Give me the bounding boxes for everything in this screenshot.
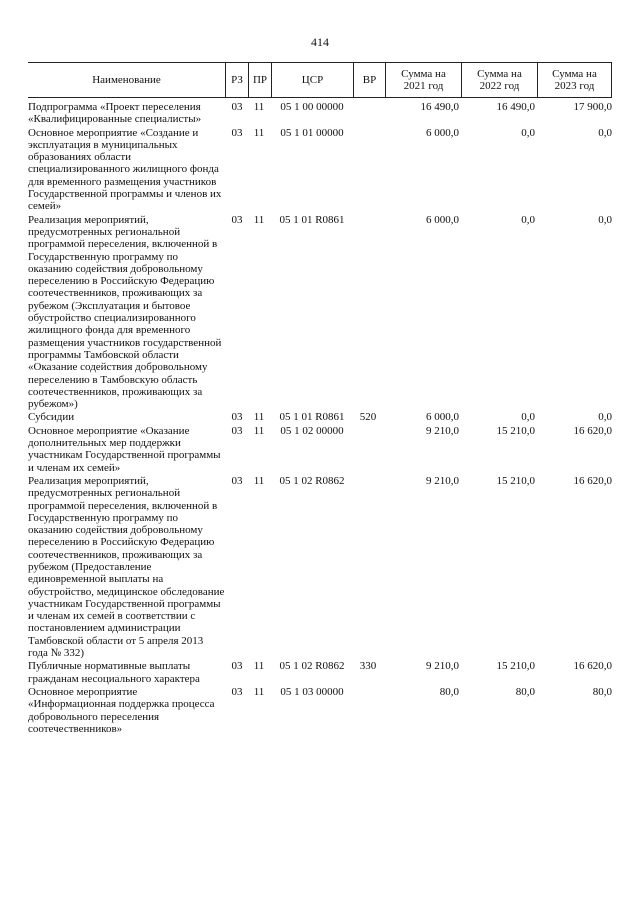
row-sum-2022: 0,0	[521, 411, 535, 424]
row-sum-2021: 9 210,0	[426, 424, 459, 437]
row-sum-2022: 0,0	[521, 126, 535, 139]
row-rz: 03	[231, 424, 243, 437]
table-row	[28, 410, 640, 423]
row-sum-2021: 6 000,0	[426, 411, 459, 424]
row-name: Основное мероприятие «Информационная поддержка процесса добровольного переселения соотечественников»	[28, 685, 215, 735]
table-header	[28, 62, 612, 98]
row-pr: 11	[253, 411, 265, 424]
table-row	[28, 213, 640, 411]
row-vr: 520	[359, 411, 377, 424]
row-sum-2023: 16 620,0	[573, 660, 612, 673]
table-row	[28, 474, 640, 659]
row-csr: 05 1 02 00000	[280, 424, 344, 437]
row-pr: 11	[253, 126, 265, 139]
row-rz: 03	[231, 213, 243, 226]
row-vr: 330	[359, 660, 377, 673]
row-name: Реализация мероприятий, предусмотренных региональной программой переселения, включенной в Государственную программу по оказанию содействия добровольному переселению в Российскую Федерацию соотечественников, проживающих за рубежом (Предоставление единовременной выплаты на обустройство, медицинское обследование участникам Государственной программы и членам их семей в соответствии с постановлением администрации Тамбовской области от 5 апреля 2013 года № 332)	[28, 474, 225, 660]
row-name: Основное мероприятие «Создание и эксплуатация в муниципальных образованиях области специализированного жилищного фонда для временного размещения участников Государственной программы и членов их семей»	[28, 126, 222, 213]
row-csr: 05 1 02 R0862	[279, 660, 345, 673]
row-pr: 11	[253, 213, 265, 226]
row-sum-2021: 6 000,0	[426, 126, 459, 139]
page-number: 414	[311, 35, 329, 49]
header-csr: ЦСР	[271, 63, 353, 97]
table-row	[28, 100, 640, 126]
row-name: Субсидии	[28, 411, 75, 424]
row-pr: 11	[253, 424, 265, 437]
row-sum-2023: 80,0	[592, 685, 612, 698]
table-row	[28, 424, 640, 474]
row-name: Подпрограмма «Проект переселения «Квалифицированные специалисты»	[28, 101, 202, 126]
row-name: Реализация мероприятий, предусмотренных региональной программой переселения, включенной в Государственную программу по оказанию содействия добровольному переселению в Российскую Федерацию соотечественников, проживающих за рубежом (Эксплуатация и бытовое обустройство специализированного жилищного фонда для временного размещения участников государственной программы Тамбовской области «Оказание содействия добровольному переселению в Тамбовскую область соотечественников, проживающих за рубежом»)	[28, 213, 222, 411]
row-sum-2021: 80,0	[439, 685, 459, 698]
row-sum-2022: 0,0	[521, 213, 535, 226]
row-sum-2022: 80,0	[515, 685, 535, 698]
row-rz: 03	[231, 101, 243, 113]
row-rz: 03	[231, 660, 243, 673]
row-sum-2021: 6 000,0	[426, 213, 459, 226]
row-name: Основное мероприятие «Оказание дополнительных мер поддержки участникам Государственной программы и членам их семей»	[28, 424, 221, 474]
row-sum-2023: 0,0	[598, 213, 612, 226]
row-csr: 05 1 03 00000	[280, 685, 344, 698]
row-pr: 11	[253, 474, 265, 487]
row-csr: 05 1 01 R0861	[279, 411, 345, 424]
header-vr: ВР	[353, 63, 385, 97]
row-sum-2023: 16 620,0	[573, 474, 612, 487]
row-csr: 05 1 00 00000	[280, 101, 344, 113]
row-sum-2022: 15 210,0	[496, 424, 535, 437]
table-row	[28, 126, 640, 213]
row-sum-2021: 9 210,0	[426, 660, 459, 673]
row-rz: 03	[231, 474, 243, 487]
row-rz: 03	[231, 685, 243, 698]
row-rz: 03	[231, 411, 243, 424]
row-sum-2023: 0,0	[598, 411, 612, 424]
header-rz: РЗ	[225, 63, 248, 97]
row-sum-2022: 15 210,0	[496, 660, 535, 673]
row-sum-2023: 17 900,0	[573, 101, 612, 113]
row-pr: 11	[253, 101, 265, 113]
header-sum-2022: Сумма на 2022 год	[461, 63, 537, 97]
row-sum-2021: 16 490,0	[420, 101, 459, 113]
row-csr: 05 1 01 00000	[280, 126, 344, 139]
row-sum-2022: 15 210,0	[496, 474, 535, 487]
row-pr: 11	[253, 660, 265, 673]
header-pr: ПР	[248, 63, 271, 97]
table-row	[28, 659, 640, 685]
row-sum-2023: 0,0	[598, 126, 612, 139]
row-sum-2023: 16 620,0	[573, 424, 612, 437]
header-sum-2021: Сумма на 2021 год	[385, 63, 461, 97]
row-csr: 05 1 01 R0861	[279, 213, 345, 226]
row-csr: 05 1 02 R0862	[279, 474, 345, 487]
row-pr: 11	[253, 685, 265, 698]
header-name: Наименование	[92, 74, 161, 86]
table-body	[28, 100, 640, 735]
row-rz: 03	[231, 126, 243, 139]
table-row	[28, 685, 640, 735]
row-name: Публичные нормативные выплаты гражданам несоциального характера	[28, 660, 200, 685]
row-sum-2022: 16 490,0	[496, 101, 535, 113]
header-sum-2023: Сумма на 2023 год	[537, 63, 612, 97]
row-sum-2021: 9 210,0	[426, 474, 459, 487]
